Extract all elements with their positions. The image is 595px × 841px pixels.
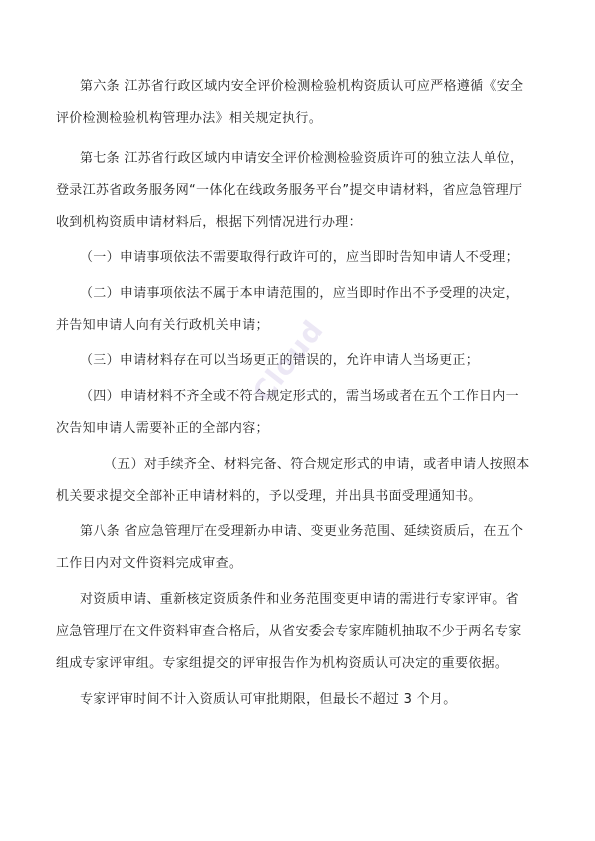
item-2-line-2: 并告知申请人向有关行政机关申请； <box>56 318 269 333</box>
article-8-line-1: 第八条 省应急管理厅在受理新办申请、变更业务范围、延续资质后，在五个 <box>80 524 524 539</box>
article-6-line-2: 评价检测检验机构管理办法》相关规定执行。 <box>56 111 323 126</box>
item-2-line-1: （二）申请事项依法不属于本申请范围的，应当即时作出不予受理的决定， <box>80 286 519 301</box>
item-4-line-2: 次告知申请人需要补正的全部内容； <box>56 421 269 436</box>
item-5-line-2: 机关要求提交全部补正申请材料的，予以受理，并出具书面受理通知书。 <box>56 489 482 504</box>
item-4-line-1: （四）申请材料不齐全或不符合规定形式的，需当场或者在五个工作日内一 <box>80 389 519 404</box>
item-1-line-1: （一）申请事项依法不需要取得行政许可的，应当即时告知申请人不受理； <box>80 250 519 265</box>
expert-review-line-3: 组成专家评审组。专家组提交的评审报告作为机构资质认可决定的重要依据。 <box>56 656 509 671</box>
item-3-line-1: （三）申请材料存在可以当场更正的错误的，允许申请人当场更正； <box>80 353 480 368</box>
review-timing-line-1: 专家评审时间不计入资质认可审批期限，但最长不超过 3 个月。 <box>80 692 457 707</box>
article-7-line-1: 第七条 江苏省行政区域内申请安全评价检测检验资质许可的独立法人单位， <box>80 151 524 166</box>
cloud-watermark: Cloud <box>246 313 331 409</box>
expert-review-line-2: 应急管理厅在文件资料审查合格后，从省安委会专家库随机抽取不少于两名专家 <box>56 624 522 639</box>
item-5-line-1: （五）对手续齐全、材料完备、符合规定形式的申请，或者申请人按照本 <box>104 457 530 472</box>
article-7-line-2: 登录江苏省政务服务网“一体化在线政务服务平台”提交申请材料，省应急管理厅 <box>56 183 523 198</box>
expert-review-line-1: 对资质申请、重新核定资质条件和业务范围变更申请的需进行专家评审。省 <box>80 592 519 607</box>
article-7-line-3: 收到机构资质申请材料后，根据下列情况进行办理： <box>56 215 362 230</box>
article-6-line-1: 第六条 江苏省行政区域内安全评价检测检验机构资质认可应严格遵循《安全 <box>80 79 524 94</box>
article-8-line-2: 工作日内对文件资料完成审查。 <box>56 556 243 571</box>
